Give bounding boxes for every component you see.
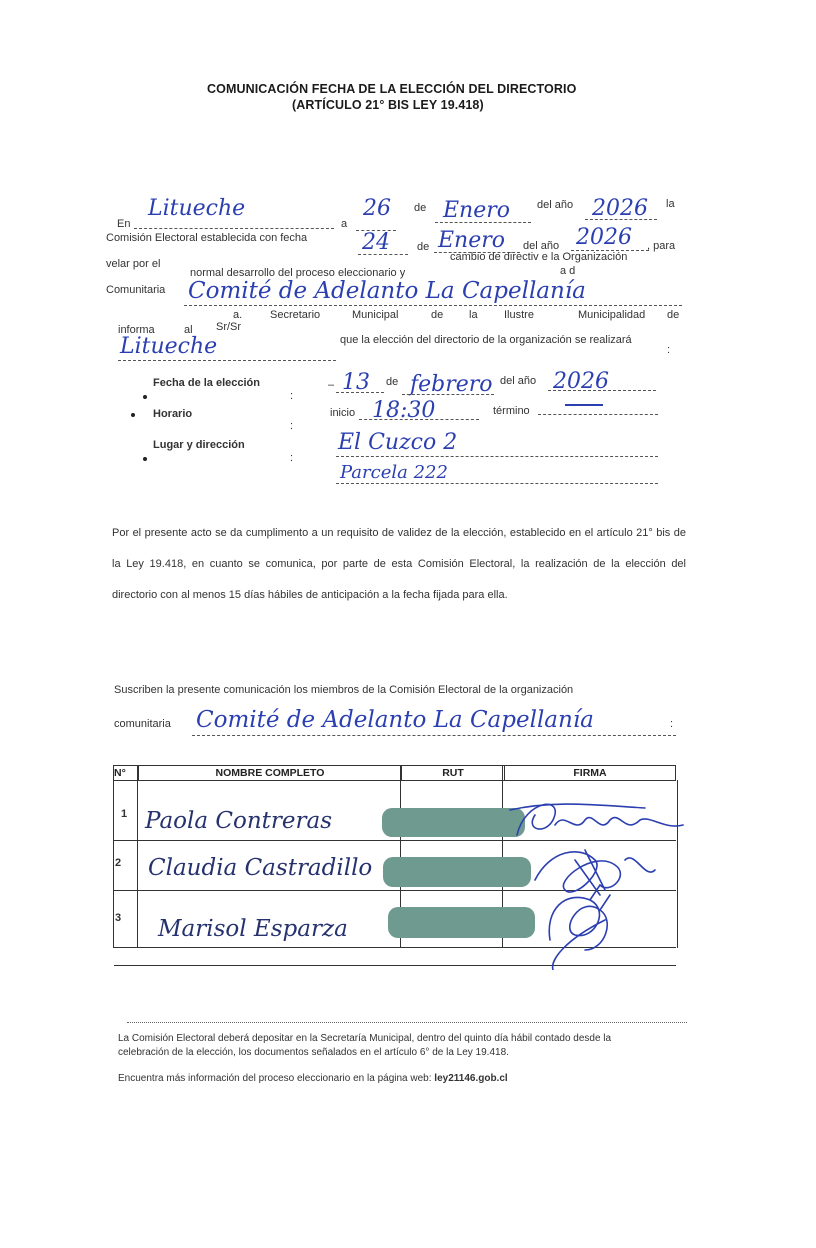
word-informa: informa [118,324,155,336]
handwritten-election-month: febrero [410,372,493,397]
header-firma: FIRMA [505,766,676,781]
fecha-de: de [386,376,399,388]
word-al: al [184,324,193,336]
footer-info-link[interactable]: ley21146.gob.cl [434,1073,508,1084]
row-1-name: Paola Contreras [145,808,332,834]
footer-note-line2: celebración de la elección, los documentos señalados en el artículo 6° de la Ley 19.418. [118,1047,509,1058]
fecha-colon: : [290,390,294,402]
row-2-num: 2 [115,857,122,869]
ad-text: a d [560,265,576,277]
row-3-num: 3 [115,912,122,924]
en-label: En [117,218,131,230]
word-la: la [469,309,478,321]
handwritten-est-month: Enero [438,228,506,253]
word-secretario: Secretario [270,309,321,321]
que-text: que la elección del directorio de la organización se realizará [340,334,632,346]
para-label: , para [647,240,676,252]
lugar-label: Lugar y dirección [153,439,245,451]
cambio-text: cambio de directiv e la Organización [450,251,628,263]
a-dot: a. [233,309,243,321]
handwritten-election-day: 13 [342,370,370,395]
row-2-name: Claudia Castradillo [148,855,373,881]
suscriben-text: Suscriben la presente comunicación los miembros de la Comisión Electoral de la organización [114,684,574,696]
word-municipal: Municipal [352,309,399,321]
header-num: N° [114,766,139,781]
velar-text: velar por el [106,258,161,270]
fecha-del-anio: del año [500,375,537,387]
handwritten-place: Litueche [148,196,246,221]
termino-label: término [493,405,530,417]
row-3-name: Marisol Esparza [158,916,348,942]
horario-label: Horario [153,408,193,420]
handwritten-place-line2: Parcela 222 [340,462,448,483]
footer-note-line1: La Comisión Electoral deberá depositar en la Secretaría Municipal, dentro del quinto día hábil contado desde la [118,1033,612,1044]
word-municipalidad: Municipalidad [578,309,646,321]
header-name: NOMBRE COMPLETO [139,766,402,781]
handwritten-day: 26 [363,196,391,221]
normal-text: normal desarrollo del proceso eleccionario y [190,267,406,279]
comunitaria-label: Comunitaria [106,284,166,296]
de-label-1: de [414,202,427,214]
handwritten-place-line1: El Cuzco 2 [338,430,458,455]
handwritten-start-time: 18:30 [372,398,436,423]
word-sr: Sr/Sr [216,321,242,333]
signatures-drawing [505,790,690,970]
comision-text: Comisión Electoral establecida con fecha [106,232,308,244]
handwritten-org-name: Comité de Adelanto La Capellanía [188,278,586,304]
handwritten-org-name-2: Comité de Adelanto La Capellanía [196,707,594,733]
handwritten-municipality: Litueche [120,334,218,359]
inicio-label: inicio [330,407,356,419]
lugar-colon: : [290,452,294,464]
la-label: la [666,198,675,210]
handwritten-month: Enero [443,198,511,223]
word-de: de [431,309,444,321]
word-ilustre: Ilustre [504,309,534,321]
del-anio-label-1: del año [537,199,574,211]
footer-info [118,1073,508,1084]
handwritten-est-day: 24 [362,230,390,255]
a-label: a [341,218,348,230]
header-rut: RUT [402,766,505,781]
horario-colon: : [290,420,294,432]
de-label-2: de [417,241,430,253]
handwritten-year: 2026 [592,196,648,221]
row-1-num: 1 [121,808,128,820]
word-de-2: de [667,309,680,321]
validity-paragraph: Por el presente acto se da cumplimento a un requisito de validez de la elección, establecido en el artículo 21° bis de la Ley 19.418, en cuanto se comunica, por parte de esta Comisión Electoral, la realización de la elección del directorio con al menos 15 días hábiles de anticipación a la fecha fijada para ella. [112,527,686,601]
fecha-label: Fecha de la elección [153,377,260,389]
colon-que: : [667,344,671,356]
redacted-rut-1 [382,808,525,837]
document-subtitle: (ARTÍCULO 21° BIS LEY 19.418) [292,98,484,112]
suscriben-comunitaria: comunitaria [114,718,171,730]
footer-info-text: Encuentra más información del proceso eleccionario en la página web: [118,1073,435,1084]
del-anio-label-2: del año [523,240,560,252]
suscriben-colon: : [670,718,674,730]
document-title: COMUNICACIÓN FECHA DE LA ELECCIÓN DEL DIRECTORIO [207,82,577,96]
handwritten-est-year: 2026 [576,225,632,250]
handwritten-election-year: 2026 [553,369,609,394]
